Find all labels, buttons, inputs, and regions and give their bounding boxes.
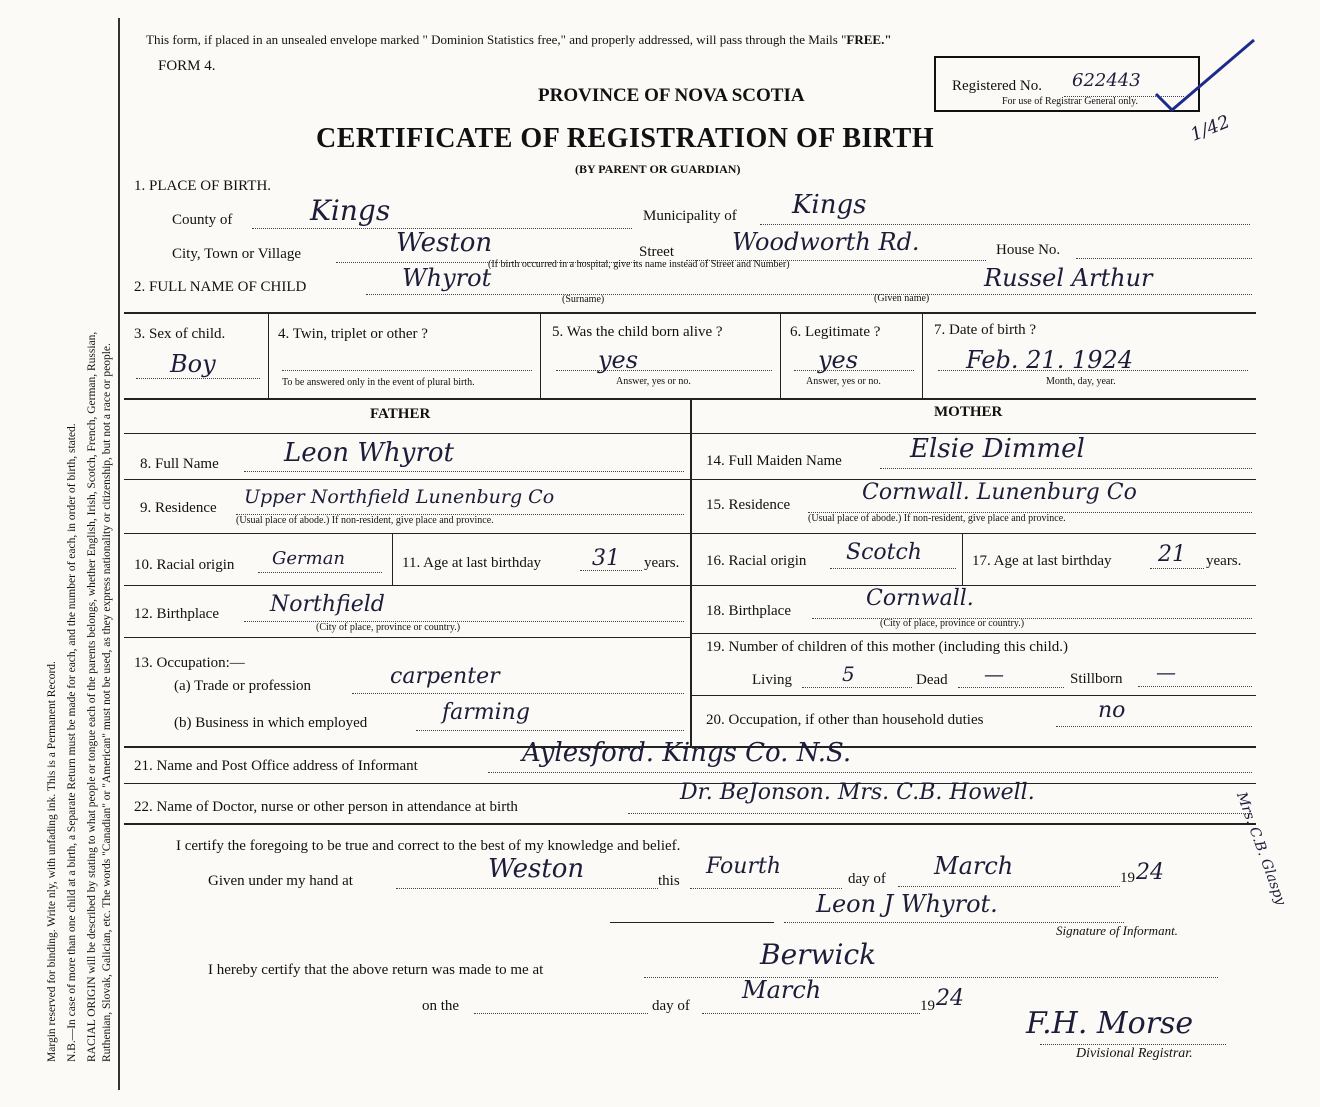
registrar-certify-text: I hereby certify that the above return was made to me at	[208, 962, 544, 978]
mother-residence-label: 15. Residence	[706, 497, 791, 513]
registered-no-note: For use of Registrar General only.	[1002, 96, 1138, 107]
certificate-title: CERTIFICATE OF REGISTRATION OF BIRTH	[316, 123, 935, 154]
margin-rule	[118, 18, 120, 1090]
doctor-label: 22. Name of Doctor, nurse or other person in attendance at birth	[134, 799, 518, 815]
mother-name-value: Elsie Dimmel	[910, 434, 1085, 464]
registrar-caption: Divisional Registrar.	[1076, 1046, 1193, 1061]
sex-label: 3. Sex of child.	[134, 326, 226, 342]
surname-caption: (Surname)	[562, 294, 605, 305]
given-day-of-label: day of	[848, 871, 886, 887]
informant-signature-caption: Signature of Informant.	[1056, 923, 1178, 938]
registrar-place-value: Berwick	[760, 938, 877, 971]
business-value: farming	[442, 700, 530, 725]
registrar-day-of-label: day of	[652, 998, 690, 1014]
mother-age-years: years.	[1206, 553, 1242, 569]
given-place-value: Weston	[488, 854, 585, 884]
child-given-name: Russel Arthur	[984, 264, 1153, 292]
certificate-subtitle: (BY PARENT OR GUARDIAN)	[575, 162, 741, 176]
mother-residence-note: (Usual place of abode.) If non-resident, give place and province.	[808, 513, 1066, 524]
margin-note-racial: RACIAL ORIGIN will be described by stating to what people or tongue each of the parents belongs, whether English, Irish, Scotch, French, German, Russian,	[86, 331, 98, 1062]
sex-value: Boy	[170, 350, 216, 378]
father-age-value: 31	[592, 546, 620, 571]
mother-residence-value: Cornwall. Lunenburg Co	[862, 480, 1137, 505]
certify-text: I certify the foregoing to be true and correct to the best of my knowledge and belief.	[176, 838, 681, 854]
born-alive-note: Answer, yes or no.	[616, 376, 691, 387]
twin-note: To be answered only in the event of plural birth.	[282, 377, 475, 388]
father-heading: FATHER	[370, 406, 431, 422]
given-month-value: March	[934, 852, 1014, 880]
street-value: Woodworth Rd.	[732, 228, 920, 256]
dead-label: Dead	[916, 672, 948, 688]
father-birthplace-value: Northfield	[270, 592, 385, 617]
this-label: this	[658, 873, 680, 889]
mother-occupation-label: 20. Occupation, if other than household duties	[706, 712, 984, 728]
registrar-month-value: March	[742, 976, 822, 1004]
stillborn-value: —	[1156, 660, 1176, 684]
house-no-label: House No.	[996, 242, 1061, 258]
legitimate-note: Answer, yes or no.	[806, 376, 881, 387]
mother-birthplace-label: 18. Birthplace	[706, 603, 791, 619]
mother-age-value: 21	[1158, 542, 1186, 567]
given-day-value: Fourth	[706, 854, 782, 879]
registrar-on-label: on the	[422, 998, 460, 1014]
postal-notice: This form, if placed in an unsealed envelope marked " Dominion Statistics free," and properly addressed, will pass through the Mails "FREE."	[146, 32, 892, 47]
business-label: (b) Business in which employed	[174, 715, 368, 731]
living-value: 5	[842, 662, 855, 686]
born-alive-value: yes	[598, 346, 639, 374]
registered-no-label: Registered No.	[952, 78, 1042, 94]
mother-occupation-value: no	[1098, 698, 1126, 723]
registrar-signature: F.H. Morse	[1026, 1006, 1194, 1041]
born-alive-label: 5. Was the child born alive ?	[552, 324, 723, 340]
dead-value: —	[984, 662, 1004, 686]
municipality-label: Municipality of	[643, 208, 737, 224]
father-age-label: 11. Age at last birthday	[402, 555, 541, 571]
form-number: FORM 4.	[158, 58, 216, 74]
father-birthplace-label: 12. Birthplace	[134, 606, 219, 622]
date-of-birth-note: Month, day, year.	[1046, 376, 1116, 387]
child-name-label: 2. FULL NAME OF CHILD	[134, 279, 307, 295]
given-name-caption: (Given name)	[874, 293, 930, 304]
mother-age-label: 17. Age at last birthday	[972, 553, 1112, 569]
registered-no-value: 622443	[1072, 70, 1141, 91]
father-residence-note: (Usual place of abode.) If non-resident, give place and province.	[236, 515, 494, 526]
date-of-birth-label: 7. Date of birth ?	[934, 322, 1037, 338]
informant-label: 21. Name and Post Office address of Informant	[134, 758, 418, 774]
given-year-prefix: 19	[1120, 870, 1135, 886]
municipality-value: Kings	[792, 190, 867, 220]
father-birthplace-note: (City of place, province or country.)	[316, 622, 461, 633]
legitimate-label: 6. Legitimate ?	[790, 324, 881, 340]
trade-value: carpenter	[390, 664, 500, 689]
mother-racial-value: Scotch	[846, 540, 922, 565]
check-mark-icon	[1150, 36, 1260, 112]
city-value: Weston	[396, 228, 493, 258]
children-count-label: 19. Number of children of this mother (including this child.)	[706, 639, 1069, 655]
mother-racial-label: 16. Racial origin	[706, 553, 807, 569]
twin-label: 4. Twin, triplet or other ?	[278, 326, 428, 342]
informant-signature: Leon J Whyrot.	[816, 890, 998, 918]
city-label: City, Town or Village	[172, 246, 302, 262]
father-racial-value: German	[272, 548, 346, 569]
margin-note-binding: Margin reserved for binding. Write nly, with unfading ink. This is a Permanent Record.	[46, 661, 58, 1062]
given-under-label: Given under my hand at	[208, 873, 353, 889]
living-label: Living	[752, 672, 792, 688]
mother-birthplace-value: Cornwall.	[866, 586, 974, 611]
given-year-value: 24	[1136, 860, 1164, 885]
margin-note-racial-cont: Ruthenian, Slovak, Galician, etc. The words "Canadian" or "American" must not be used, as they express nationality or citizenship, but not a race or people.	[101, 343, 113, 1062]
stillborn-label: Stillborn	[1070, 671, 1123, 687]
street-label: Street	[639, 244, 674, 260]
stamp-number: 1/42	[1187, 111, 1233, 146]
father-racial-label: 10. Racial origin	[134, 557, 235, 573]
father-name-value: Leon Whyrot	[284, 438, 455, 468]
father-residence-label: 9. Residence	[140, 500, 217, 516]
child-surname: Whyrot	[402, 264, 492, 292]
county-label: County of	[172, 212, 233, 228]
doctor-value: Dr. BeJonson. Mrs. C.B. Howell.	[680, 780, 1035, 805]
registrar-year-prefix: 19	[920, 998, 935, 1014]
date-of-birth-value: Feb. 21. 1924	[966, 346, 1134, 374]
margin-note-nb: N.B.—In case of more than one child at a birth, a Separate Return must be made for each, and the number of each, in order of birth, stated.	[66, 423, 78, 1062]
doctor-extra-value: Mrs. C.B. Glaspy	[1232, 790, 1289, 908]
father-name-label: 8. Full Name	[140, 456, 219, 472]
county-value: Kings	[310, 194, 391, 227]
legitimate-value: yes	[818, 346, 859, 374]
province-heading: PROVINCE OF NOVA SCOTIA	[538, 85, 805, 106]
informant-value: Aylesford. Kings Co. N.S.	[522, 738, 852, 768]
trade-label: (a) Trade or profession	[174, 678, 312, 694]
mother-heading: MOTHER	[934, 404, 1003, 420]
mother-birthplace-note: (City of place, province or country.)	[880, 618, 1025, 629]
father-residence-value: Upper Northfield Lunenburg Co	[244, 486, 555, 508]
registrar-year-value: 24	[936, 986, 964, 1011]
place-of-birth-label: 1. PLACE OF BIRTH.	[134, 178, 272, 194]
hospital-note: (If birth occurred in a hospital, give its name instead of Street and Number)	[488, 259, 790, 270]
father-occupation-label: 13. Occupation:—	[134, 655, 245, 671]
father-age-years: years.	[644, 555, 680, 571]
mother-name-label: 14. Full Maiden Name	[706, 453, 842, 469]
